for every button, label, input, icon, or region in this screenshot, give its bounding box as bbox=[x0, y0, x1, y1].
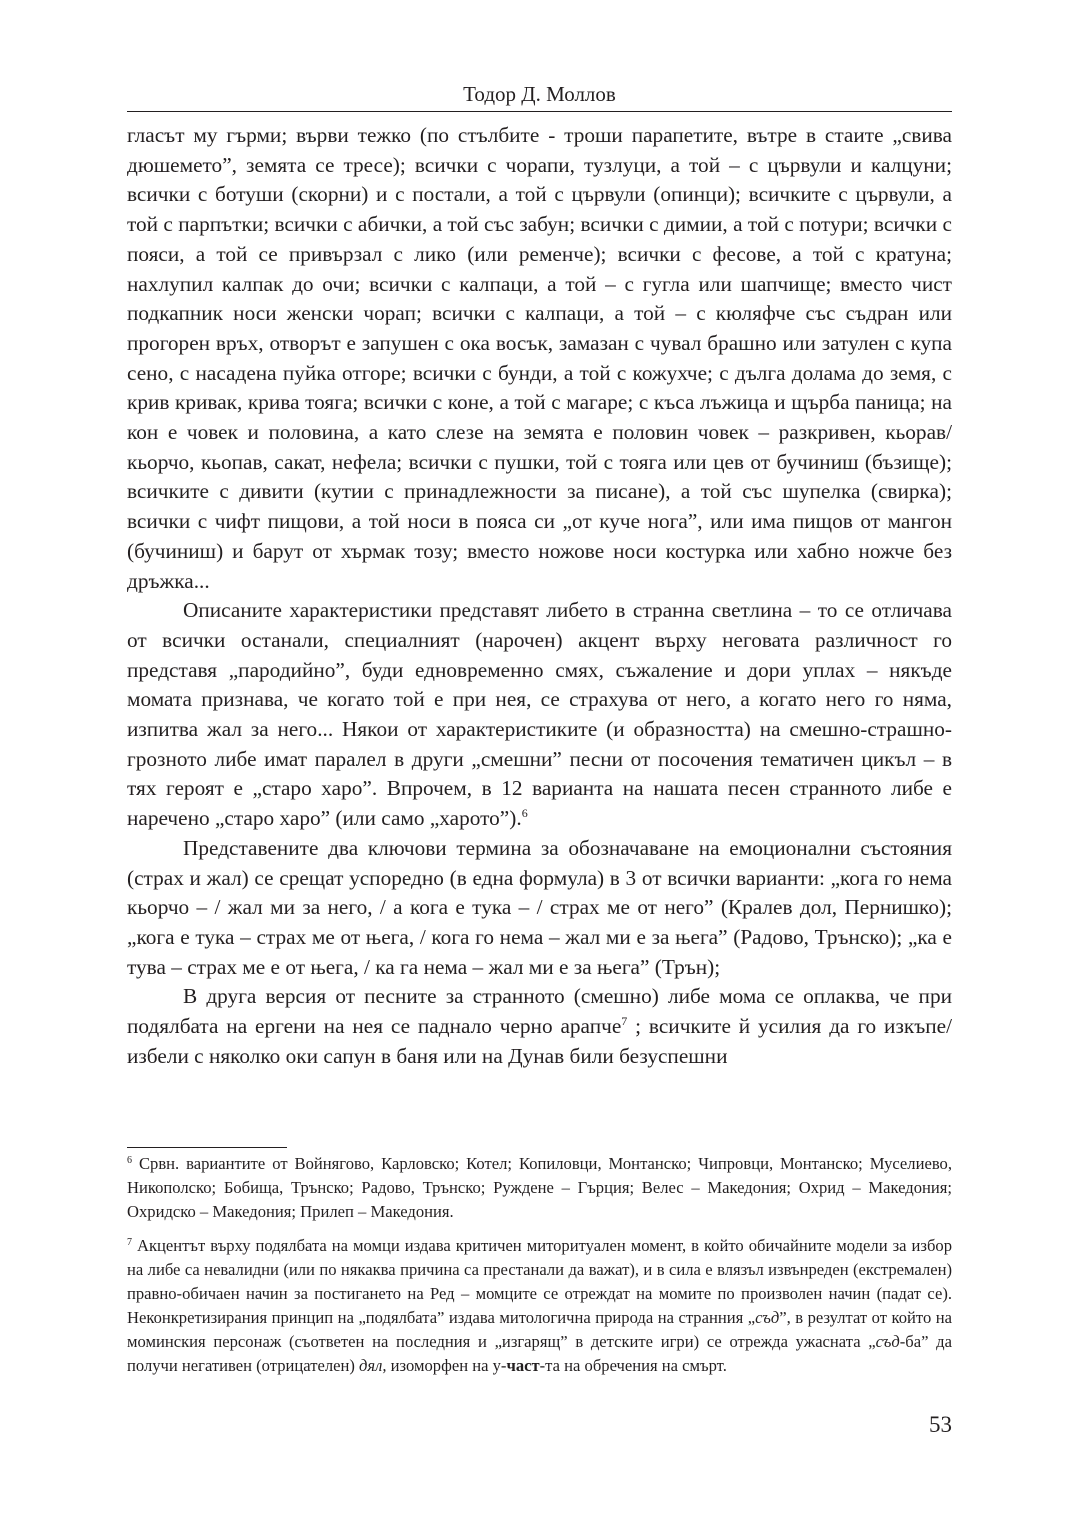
paragraph-2 bbox=[127, 596, 952, 834]
footnote-6 bbox=[127, 1152, 952, 1224]
footnote-7-em1: съд bbox=[755, 1308, 780, 1327]
running-header: Тодор Д. Моллов bbox=[463, 82, 616, 106]
footnotes bbox=[127, 1152, 952, 1378]
footnote-6-number: 6 bbox=[127, 1155, 132, 1166]
footnote-6-text: Срвн. вариантите от Войнягово, Карловско; Котел; Копиловци, Монтанско; Чипровци, Монтанско; Муселиево, Никополско; Бобища, Трънско; Радово, Трънско; Руждене – Гърция; Велес – Македония; Охрид – Македония; Охридско – Македония; Прилеп – Македония. bbox=[127, 1154, 952, 1221]
footnote-ref-7[interactable]: 7 bbox=[621, 1014, 628, 1029]
footnote-7-number: 7 bbox=[127, 1237, 132, 1248]
paragraph-4-text-after: ; всичките й усилия да го изкъпе/избели с няколко оки сапун в баня или на Дунав били безуспешни bbox=[127, 1014, 952, 1068]
footnote-7-em3: дял, bbox=[359, 1356, 387, 1375]
footnote-7-seg5: -та на обречения на смърт. bbox=[539, 1356, 727, 1375]
footnote-ref-6[interactable]: 6 bbox=[521, 806, 528, 821]
paragraph-4-text-before: В друга версия от песните за странното (смешно) либе мома се оплаква, че при подялбата на ергени на нея се паднало черно арапче bbox=[127, 984, 952, 1039]
footnote-7-seg4: изоморфен на у- bbox=[386, 1356, 507, 1375]
footnote-separator bbox=[127, 1147, 287, 1148]
paragraph-1 bbox=[127, 121, 952, 596]
paragraph-3-text: Представените два ключови термина за обозначаване на емоционални състояния (страх и жал) се срещат успоредно (в една формула) в 3 от всички варианти: „кога го нема кьорчо – / жал ми за него, / а кога е тука – / страх ме от него” (Кралев дол, Пернишко); „кога е тука – страх ме от њега, / кога го нема – жал ми е за њега” (Радово, Трънско); „ка е тува – страх ме е от њега, / ка га нема – жал ми е за њега” (Трън); bbox=[127, 835, 952, 979]
paragraph-4 bbox=[127, 982, 952, 1071]
footnote-7-seg3: -ба” да получи негативен (отрицателен) bbox=[127, 1332, 952, 1375]
paragraph-1-text: гласът му гърми; върви тежко (по стълбите - троши парапетите, вътре в стаите „свива дюшемето”, земята се тресе); всички с чорапи, тузлуци, а той – с цървули и калцуни; всички с ботуши (скорни) и с постали, а той с цървули (опинци); всичките с цървули, а той с парпътки; всички с абички, а той със забун; всички с димии, а той с потури; всички с пояси, а той се привързал с лико (или ременче); всички с фесове, а той с кратуна; нахлупил калпак до очи; всички с калпаци, а той – с гугла или шапчище; вместо чист подкапник носи женски чорап; всички с калпаци, а той – с кюляфче със съдран или прогорен връх, отворът е запушен с ока восък, замазан с чувал брашно или затулен с купа сено, с насадена пуйка отгоре; всички с бунди, а той с кожухче; с дълга долама до земя, с крив кривак, крива тояга; всички с коне, а той с магаре; с къса лъжица и щърба паница; на кон е човек и половина, а като слезе на земята е половин човек – разкривен, кьорав/кьорчо, кьопав, сакат, нефела; всички с пушки, той с тояга или цев от бучиниш (бъзище); всичките с дивити (кутии с принадлежности за писане), а той със шупелка (свирка); всички с чифт пищови, а той носи в пояса си „от куче нога”, или има пищов от мангон (бучиниш) и барут от хърмак тозу; вместо ножове носи костурка или хабно ножче без дръжка... bbox=[127, 123, 952, 593]
footnote-7 bbox=[127, 1234, 952, 1378]
page-number: 53 bbox=[929, 1412, 952, 1437]
footnote-7-em2: съд bbox=[875, 1332, 900, 1351]
header-rule bbox=[127, 111, 952, 112]
footnote-7-seg2: ”, в резултат от който на моминския персонаж (съответен на последния и „изгарящ” в детските игри) се отрежда ужасната „ bbox=[127, 1308, 952, 1351]
footnote-7-bold: част bbox=[506, 1356, 540, 1375]
paragraph-2-text: Описаните характеристики представят либето в странна светлина – то се отличава от всички останали, специалният (нарочен) акцент върху неговата различност го представя „пародийно”, буди едновременно смях, съжаление и дори уплах – някъде момата признава, че когато той е при нея, се страхува от него, а когато него го няма, изпитва жал за него... Някои от характеристиките (и образността) на смешно-страшно-грозното либе имат паралел в други „смешни” песни от посочения тематичен цикъл – в тях героят е „старо харо”. Впрочем, в 12 варианта на нашата песен странното либе е наречено „старо харо” (или само „харото”). bbox=[127, 598, 952, 831]
paragraph-3 bbox=[127, 834, 952, 983]
body-text bbox=[127, 121, 952, 1072]
footnote-7-seg1: Акцентът върху подялбата на момци издава критичен миторитуален момент, в който обичайните модели за избор на либе са невалидни (или по някаква причина са престанали да важат), и в сила е влязъл извънреден (екстремален) правно-обичаен начин за постигането на Ред – момците се отреждат на момите по произволен начин (падат се). Неконкретизирания принцип на „подялбата” издава митологична природа на странния „ bbox=[127, 1236, 952, 1327]
